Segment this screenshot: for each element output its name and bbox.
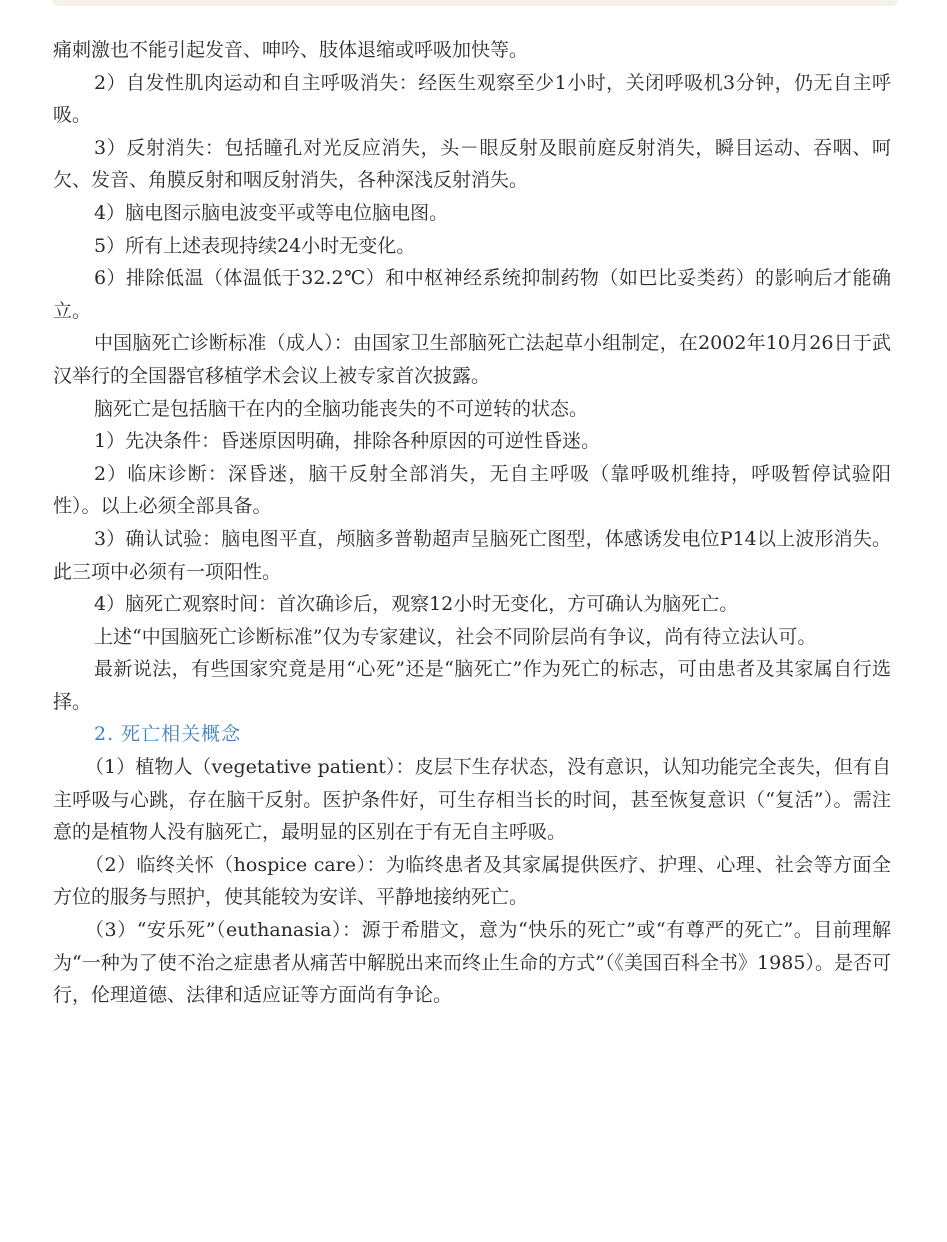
document-body — [53, 34, 891, 1012]
paragraph-criterion-2: 2）自发性肌肉运动和自主呼吸消失：经医生观察至少1小时，关闭呼吸机3分钟，仍无自主呼吸。 — [53, 71, 891, 127]
paragraph-china-standard: 中国脑死亡诊断标准（成人）：由国家卫生部脑死亡法起草小组制定，在2002年10月26日于武汉举行的全国器官移植学术会议上被专家首次披露。 — [53, 332, 891, 387]
paragraph-confirmation-test: 3）确认试验：脑电图平直，颅脑多普勒超声呈脑死亡图型，体感诱发电位P14以上波形消失。此三项中必须有一项阳性。 — [53, 527, 891, 583]
paragraph-vegetative-patient: （1）植物人（vegetative patient）：皮层下生存状态，没有意识，认知功能完全丧失，但有自主呼吸与心跳，存在脑干反射。医护条件好，可生存相当长的时间，甚至恢复意识（“复活”）。需注意的是植物人没有脑死亡，最明显的区别在于有无自主呼吸。 — [53, 756, 891, 844]
paragraph-continuation: 痛刺激也不能引起发音、呻吟、肢体退缩或呼吸加快等。 — [53, 39, 529, 61]
paragraph-euthanasia: （3）“安乐死”（euthanasia）：源于希腊文，意为“快乐的死亡”或“有尊严的死亡”。目前理解为“一种为了使不治之症患者从痛苦中解脱出来而终止生命的方式”（《美国百科全书》1985）。是否可行，伦理道德、法律和适应证等方面尚有争论。 — [53, 919, 891, 1007]
paragraph-observation-time: 4）脑死亡观察时间：首次确诊后，观察12小时无变化，方可确认为脑死亡。 — [94, 593, 739, 616]
paragraph-hospice-care: （2）临终关怀（hospice care）：为临终患者及其家属提供医疗、护理、心理、社会等方面全方位的服务与照护，使其能较为安详、平静地接纳死亡。 — [53, 853, 891, 909]
paragraph-definition: 脑死亡是包括脑干在内的全脑功能丧失的不可逆转的状态。 — [94, 397, 589, 420]
paragraph-prerequisite: 1）先决条件：昏迷原因明确，排除各种原因的可逆性昏迷。 — [94, 430, 601, 453]
paragraph-expert-advice: 上述“中国脑死亡诊断标准”仅为专家建议，社会不同阶层尚有争议，尚有待立法认可。 — [94, 625, 817, 648]
paragraph-criterion-4: 4）脑电图示脑电波变平或等电位脑电图。 — [94, 201, 449, 224]
top-page-band — [52, 0, 898, 6]
paragraph-criterion-3: 3）反射消失：包括瞳孔对光反应消失，头－眼反射及眼前庭反射消失，瞬目运动、吞咽、呵欠、发音、角膜反射和咽反射消失，各种深浅反射消失。 — [53, 136, 891, 192]
paragraph-latest-view: 最新说法，有些国家究竟是用“心死”还是“脑死亡”作为死亡的标志，可由患者及其家属自行选择。 — [53, 658, 891, 713]
paragraph-clinical-diagnosis: 2）临床诊断：深昏迷，脑干反射全部消失，无自主呼吸（靠呼吸机维持，呼吸暂停试验阳性）。以上必须全部具备。 — [53, 462, 891, 518]
paragraph-criterion-5: 5）所有上述表现持续24小时无变化。 — [94, 234, 416, 257]
section-heading: 2. 死亡相关概念 — [94, 723, 242, 746]
paragraph-criterion-6: 6）排除低温（体温低于32.2℃）和中枢神经系统抑制药物（如巴比妥类药）的影响后才能确立。 — [53, 267, 891, 322]
